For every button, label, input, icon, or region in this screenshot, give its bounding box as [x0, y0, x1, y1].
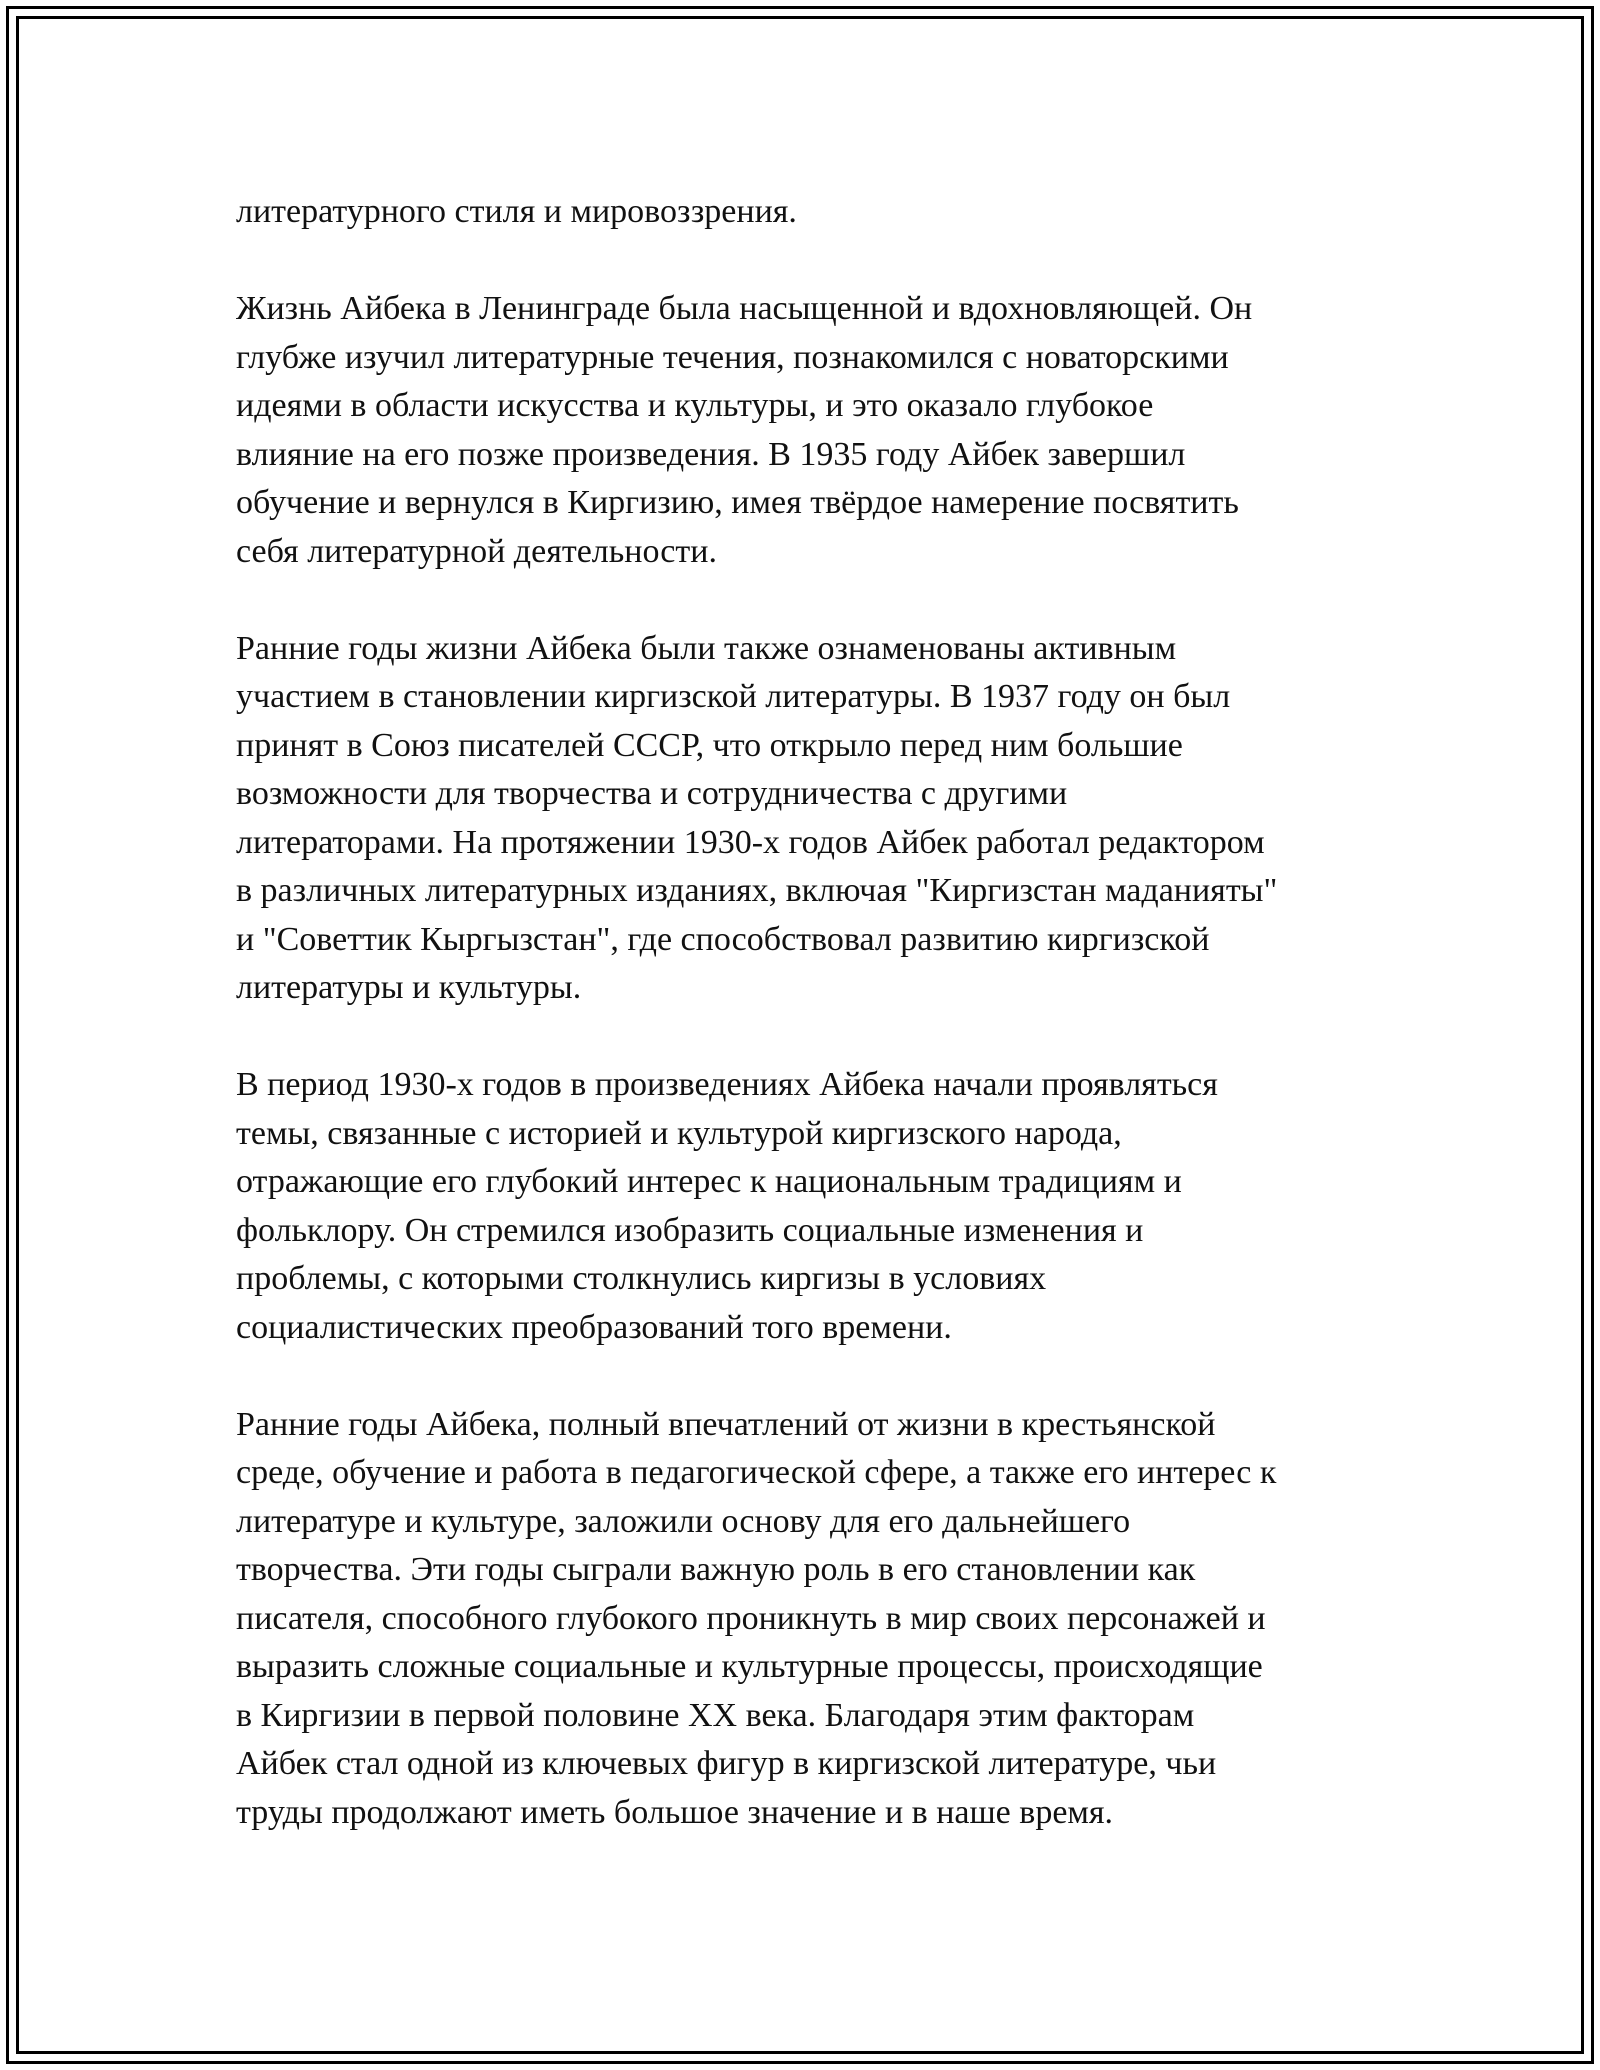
text-line: творчества. Эти годы сыграли важную роль в его становлении как: [236, 1551, 1196, 1588]
text-line: труды продолжают иметь большое значение и в наше время.: [236, 1793, 1114, 1831]
text-line: участием в становлении киргизской литературы. В 1937 году он был: [236, 678, 1231, 715]
paragraph-2: [236, 285, 1386, 576]
text-line: выразить сложные социальные и культурные процессы, происходящие: [236, 1648, 1263, 1685]
text-line: писателя, способного глубокого проникнуть в мир своих персонажей и: [236, 1599, 1266, 1637]
paragraph-1: [236, 188, 1386, 237]
text-line: литературе и культуре, заложили основу для его дальнейшего: [236, 1502, 1131, 1540]
text-line: обучение и вернулся в Киргизию, имея твёрдое намерение посвятить: [236, 484, 1239, 521]
text-line: себя литературной деятельности.: [236, 532, 717, 570]
text-line: В период 1930-х годов в произведениях Айбека начали проявляться: [236, 1066, 1218, 1103]
text-line: фольклору. Он стремился изобразить социальные изменения и: [236, 1211, 1144, 1249]
text-line: глубже изучил литературные течения, познакомился с новаторскими: [236, 338, 1229, 376]
text-line: Ранние годы Айбека, полный впечатлений от жизни в крестьянской: [236, 1405, 1216, 1443]
text-line: Айбек стал одной из ключевых фигур в киргизской литературе, чьи: [236, 1745, 1217, 1782]
text-line: принят в Союз писателей СССР, что открыло перед ним большие: [236, 726, 1183, 764]
text-line: литераторами. На протяжении 1930-х годов Айбек работал редактором: [236, 823, 1265, 861]
text-line: идеями в области искусства и культуры, и это оказало глубокое: [236, 387, 1154, 424]
text-line: в различных литературных изданиях, включая "Киргизстан маданияты": [236, 872, 1278, 909]
text-line: среде, обучение и работа в педагогической сфере, а также его интерес к: [236, 1454, 1277, 1491]
paragraph-3: [236, 625, 1386, 1013]
text-line: проблемы, с которыми столкнулись киргизы в условиях: [236, 1260, 1047, 1297]
text-line: возможности для творчества и сотрудничества с другими: [236, 775, 1068, 812]
document-body: [236, 188, 1386, 1837]
text-line: Ранние годы жизни Айбека были также ознаменованы активным: [236, 629, 1177, 667]
text-line: отражающие его глубокий интерес к национальным традициям и: [236, 1163, 1182, 1200]
text-line: и "Советтик Кыргызстан", где способствовал развитию киргизской: [236, 920, 1210, 958]
text-line: литературного стиля и мировоззрения.: [236, 193, 797, 230]
paragraph-5: [236, 1401, 1386, 1838]
text-line: темы, связанные с историей и культурой киргизского народа,: [236, 1114, 1122, 1152]
text-line: литературы и культуры.: [236, 969, 582, 1006]
text-line: в Киргизии в первой половине XX века. Благодаря этим факторам: [236, 1696, 1195, 1734]
text-line: влияние на его позже произведения. В 1935 году Айбек завершил: [236, 435, 1186, 473]
text-line: Жизнь Айбека в Ленинграде была насыщенной и вдохновляющей. Он: [236, 290, 1253, 327]
paragraph-4: [236, 1061, 1386, 1352]
text-line: социалистических преобразований того времени.: [236, 1308, 952, 1346]
